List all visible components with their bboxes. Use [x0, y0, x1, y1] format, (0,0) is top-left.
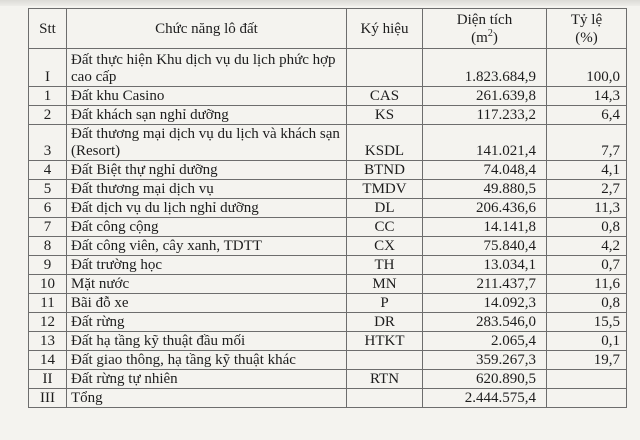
row-stt: 4 [29, 161, 67, 180]
table-row [29, 180, 627, 199]
row-name: Đất giao thông, hạ tầng kỹ thuật khác [67, 351, 347, 370]
row-name: Đất rừng tự nhiên [67, 370, 347, 389]
row-stt: 8 [29, 237, 67, 256]
row-symbol: TH [347, 256, 423, 275]
row-area: 74.048,4 [423, 161, 547, 180]
row-ratio: 4,2 [547, 237, 627, 256]
row-symbol: CX [347, 237, 423, 256]
header-ratio-unit: (%) [575, 29, 598, 46]
row-name: Đất thực hiện Khu dịch vụ du lịch phức hợp cao cấp [67, 49, 347, 87]
table-row [29, 106, 627, 125]
table-row [29, 218, 627, 237]
row-symbol: CAS [347, 87, 423, 106]
table-row [29, 332, 627, 351]
row-area: 141.021,4 [423, 125, 547, 161]
row-stt: III [29, 389, 67, 408]
row-area: 14.092,3 [423, 294, 547, 313]
row-symbol: MN [347, 275, 423, 294]
row-symbol: P [347, 294, 423, 313]
table-row [29, 275, 627, 294]
row-area: 117.233,2 [423, 106, 547, 125]
row-ratio: 0,1 [547, 332, 627, 351]
page-top-edge [0, 0, 640, 6]
row-stt: 14 [29, 351, 67, 370]
row-ratio: 6,4 [547, 106, 627, 125]
table-row [29, 294, 627, 313]
row-stt: 7 [29, 218, 67, 237]
row-stt: I [29, 49, 67, 87]
table-row [29, 389, 627, 408]
row-area: 2.444.575,4 [423, 389, 547, 408]
row-stt: 1 [29, 87, 67, 106]
row-name: Đất khách sạn nghỉ dưỡng [67, 106, 347, 125]
row-ratio: 11,6 [547, 275, 627, 294]
row-name: Tổng [67, 389, 347, 408]
row-area: 211.437,7 [423, 275, 547, 294]
table-row [29, 370, 627, 389]
row-symbol: KSDL [347, 125, 423, 161]
row-ratio: 0,7 [547, 256, 627, 275]
land-use-table [28, 8, 627, 408]
row-area: 14.141,8 [423, 218, 547, 237]
row-name: Đất công viên, cây xanh, TDTT [67, 237, 347, 256]
row-stt: 3 [29, 125, 67, 161]
row-stt: 2 [29, 106, 67, 125]
row-symbol: DL [347, 199, 423, 218]
header-area-unit-sup: 2 [487, 27, 493, 39]
row-symbol: CC [347, 218, 423, 237]
row-ratio: 0,8 [547, 218, 627, 237]
header-area-unit [427, 29, 542, 47]
table-row [29, 49, 627, 87]
row-stt: 6 [29, 199, 67, 218]
row-name: Đất dịch vụ du lịch nghỉ dưỡng [67, 199, 347, 218]
row-ratio: 7,7 [547, 125, 627, 161]
row-name: Đất thương mại dịch vụ [67, 180, 347, 199]
table-row [29, 87, 627, 106]
row-name: Đất khu Casino [67, 87, 347, 106]
row-area: 620.890,5 [423, 370, 547, 389]
header-ratio [547, 9, 627, 49]
row-stt: 5 [29, 180, 67, 199]
row-ratio: 2,7 [547, 180, 627, 199]
row-stt: 9 [29, 256, 67, 275]
row-area: 75.840,4 [423, 237, 547, 256]
row-stt: II [29, 370, 67, 389]
table-row [29, 256, 627, 275]
row-stt: 10 [29, 275, 67, 294]
row-name: Mặt nước [67, 275, 347, 294]
row-symbol [347, 389, 423, 408]
header-area-label: Diện tích [456, 11, 513, 28]
row-area: 2.065,4 [423, 332, 547, 351]
row-symbol [347, 49, 423, 87]
row-symbol: HTKT [347, 332, 423, 351]
table-row [29, 125, 627, 161]
row-stt: 12 [29, 313, 67, 332]
row-name: Bãi đỗ xe [67, 294, 347, 313]
row-symbol: RTN [347, 370, 423, 389]
row-symbol: KS [347, 106, 423, 125]
row-symbol: DR [347, 313, 423, 332]
table-header-row [29, 9, 627, 49]
row-area: 49.880,5 [423, 180, 547, 199]
row-stt: 11 [29, 294, 67, 313]
row-area: 13.034,1 [423, 256, 547, 275]
row-area: 206.436,6 [423, 199, 547, 218]
header-area-unit-post: ) [492, 29, 498, 46]
header-symbol: Ký hiệu [347, 9, 423, 49]
row-name: Đất rừng [67, 313, 347, 332]
row-ratio: 15,5 [547, 313, 627, 332]
header-name: Chức năng lô đất [67, 9, 347, 49]
row-area: 261.639,8 [423, 87, 547, 106]
row-stt: 13 [29, 332, 67, 351]
row-ratio: 11,3 [547, 199, 627, 218]
row-ratio: 4,1 [547, 161, 627, 180]
row-symbol: TMDV [347, 180, 423, 199]
row-ratio: 100,0 [547, 49, 627, 87]
row-area: 283.546,0 [423, 313, 547, 332]
row-name: Đất thương mại dịch vụ du lịch và khách sạn (Resort) [67, 125, 347, 161]
header-ratio-label: Tỷ lệ [570, 11, 603, 28]
row-ratio: 0,8 [547, 294, 627, 313]
row-ratio [547, 389, 627, 408]
header-stt: Stt [29, 9, 67, 49]
row-symbol: BTND [347, 161, 423, 180]
row-area: 1.823.684,9 [423, 49, 547, 87]
row-ratio: 14,3 [547, 87, 627, 106]
table-row [29, 199, 627, 218]
row-name: Đất trường học [67, 256, 347, 275]
row-ratio [547, 370, 627, 389]
row-name: Đất Biệt thự nghỉ dưỡng [67, 161, 347, 180]
table-row [29, 237, 627, 256]
table-row [29, 351, 627, 370]
row-ratio: 19,7 [547, 351, 627, 370]
table-row [29, 161, 627, 180]
row-name: Đất hạ tầng kỹ thuật đầu mối [67, 332, 347, 351]
row-area: 359.267,3 [423, 351, 547, 370]
header-area-unit-pre: (m [471, 29, 488, 46]
header-area [423, 9, 547, 49]
table-row [29, 313, 627, 332]
row-symbol [347, 351, 423, 370]
row-name: Đất công cộng [67, 218, 347, 237]
